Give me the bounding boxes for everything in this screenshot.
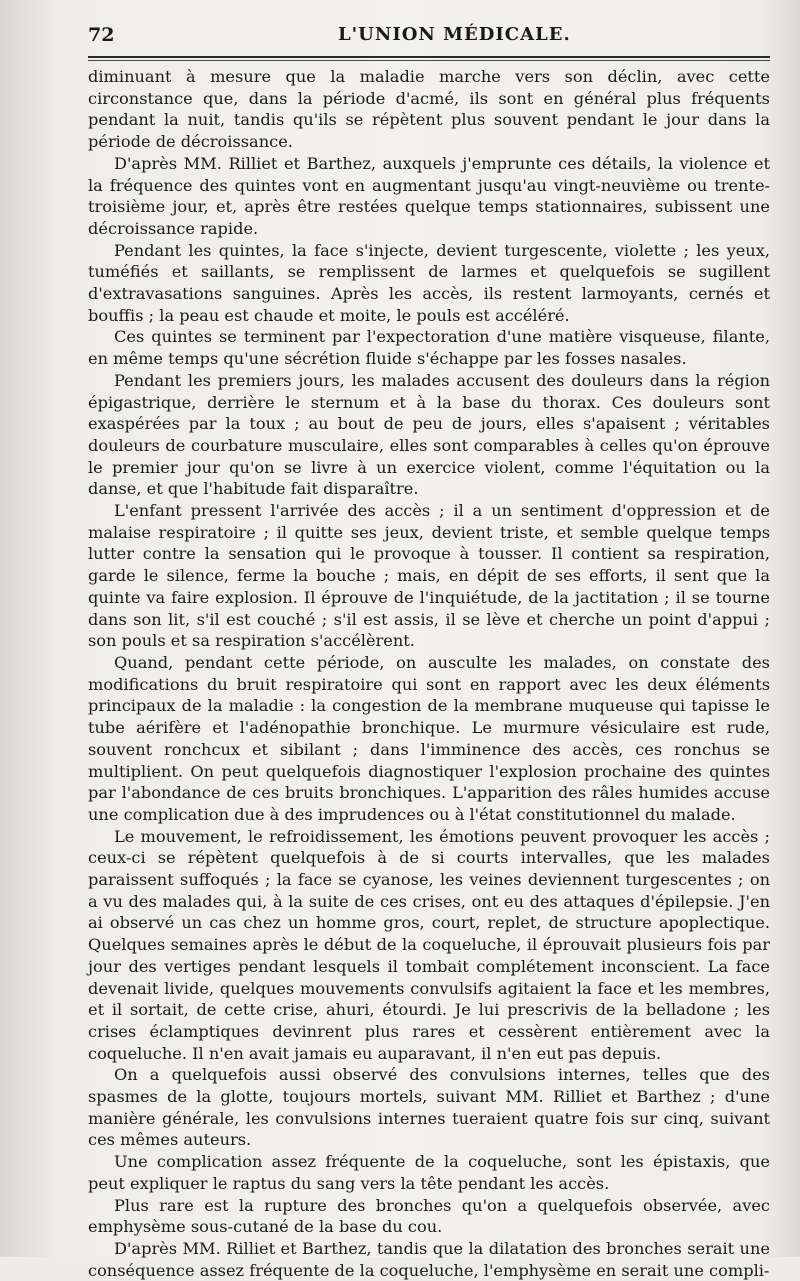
paragraph: Une complication assez fréquente de la coqueluche, sont les épistaxis, que peut expliquer le raptus du sang vers la tête pendant les accès. bbox=[88, 1152, 770, 1193]
paragraph: D'après MM. Rilliet et Barthez, tandis que la dilatation des bronches serait une conséquence assez fréquente de la coqueluche, l'emphysème en serait une compli- bbox=[88, 1238, 770, 1280]
paragraph: Pendant les quintes, la face s'injecte, devient turgescente, violette ; les yeux, tuméfiés et saillants, se remplissent de larmes et quelquefois se sugillent d'extravasations sanguines. Après les accès, ils restent larmoyants, cernés et bouffis ; la peau est chaude et moite, le pouls est accéléré. bbox=[88, 240, 770, 325]
page-header bbox=[88, 22, 770, 52]
paragraph: Le mouvement, le refroidissement, les émotions peuvent provoquer les accès ; ceux-ci se répètent quelquefois à de si courts intervalles, que les malades paraissent suffoqués ; la face se cyanose, les veines deviennent turgescentes ; on a vu des malades qui, à la suite de ces crises, ont eu des attaques d'épilepsie. J'en ai observé un cas chez un homme gros, court, replet, de structure apoplectique. Quelques semaines après le début de la coqueluche, il éprouvait plusieurs fois par jour des vertiges pendant lesquels il tombait complétement inconscient. La face devenait livide, quelques mouvements convulsifs agitaient la face et les membres, et il sortait, de cette crise, ahuri, étourdi. Je lui prescrivis de la belladone ; les crises éclamptiques devinrent plus rares et cessèrent entièrement avec la coqueluche. Il n'en avait jamais eu auparavant, il n'en eut pas depuis. bbox=[88, 826, 770, 1063]
running-title: L'UNION MÉDICALE. bbox=[338, 24, 571, 45]
paragraph: Ces quintes se terminent par l'expectoration d'une matière visqueuse, filante, en même temps qu'une sécrétion fluide s'échappe par les fosses nasales. bbox=[88, 327, 770, 369]
paragraph: diminuant à mesure que la maladie marche vers son déclin, avec cette circonstance que, dans la période d'acmé, ils sont en général plus fréquents pendant la nuit, tandis qu'ils se répètent plus souvent pendant le jour dans la période de décroissance. bbox=[88, 67, 770, 152]
paragraph: Quand, pendant cette période, on ausculte les malades, on constate des modifications du bruit respiratoire qui sont en rapport avec les deux éléments principaux de la maladie : la congestion de la membrane muqueuse qui tapisse le tube aérifère et l'adénopathie bronchique. Le murmure vésiculaire est rude, souvent ronchcux et sibilant ; dans l'imminence des accès, ces ronchus se multiplient. On peut quelquefois diagnostiquer l'explosion prochaine des quintes par l'abondance de ces bruits bronchiques. L'apparition des râles humides accuse une complication due à des imprudences ou à l'état constitutionnel du malade. bbox=[88, 652, 770, 824]
paragraph: Pendant les premiers jours, les malades accusent des douleurs dans la région épigastrique, derrière le sternum et à la base du thorax. Ces douleurs sont exaspérées par la toux ; au bout de peu de jours, elles s'apaisent ; véritables douleurs de courbature musculaire, elles sont comparables à celles qu'on éprouve le premier jour qu'on se livre à un exercice violent, comme l'équitation ou la danse, et que l'habitude fait disparaître. bbox=[88, 370, 770, 499]
page-number: 72 bbox=[88, 24, 115, 46]
body-text bbox=[88, 66, 770, 1281]
paragraph: D'après MM. Rilliet et Barthez, auxquels j'emprunte ces détails, la violence et la fréquence des quintes vont en augmentant jusqu'au vingt-neuvième ou trente-troisième jour, et, après être restées quelque temps stationnaires, subissent une décroissance rapide. bbox=[88, 153, 770, 238]
paragraph: Plus rare est la rupture des bronches qu'on a quelquefois observée, avec emphysème sous-cutané de la base du cou. bbox=[88, 1195, 770, 1237]
paragraph: On a quelquefois aussi observé des convulsions internes, telles que des spasmes de la glotte, toujours mortels, suivant MM. Rilliet et Barthez ; d'une manière générale, les convulsions internes tueraient quatre fois sur cinq, suivant ces mêmes auteurs. bbox=[88, 1065, 770, 1150]
header-rule-thin bbox=[88, 60, 770, 61]
header-rule bbox=[88, 56, 770, 58]
paragraph: L'enfant pressent l'arrivée des accès ; il a un sentiment d'oppression et de malaise respiratoire ; il quitte ses jeux, devient triste, et semble quelque temps lutter contre la sensation qui le provoque à tousser. Il contient sa respiration, garde le silence, ferme la bouche ; mais, en dépit de ses efforts, il sent que la quinte va faire explosion. Il éprouve de l'inquiétude, de la jactitation ; il se tourne dans son lit, s'il est couché ; s'il est assis, il se lève et cherche un point d'appui ; son pouls et sa respiration s'accélèrent. bbox=[88, 501, 770, 651]
